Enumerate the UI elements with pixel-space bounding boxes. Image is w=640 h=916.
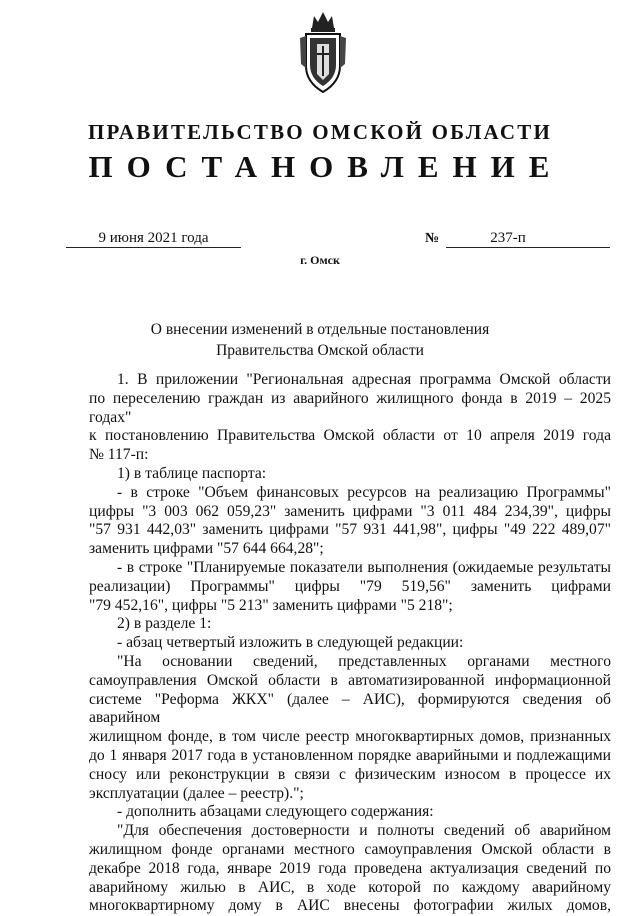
body-line: многоквартирному дому в АИС внесены фотографии жилых домов, bbox=[89, 897, 611, 915]
decree-number-label: № bbox=[425, 231, 440, 246]
body-line: самоуправления Омской области в автоматизированной информационной bbox=[89, 671, 611, 689]
body-line: эксплуатации (далее – реестр)."; bbox=[89, 784, 304, 802]
body-line: 1) в таблице паспорта: bbox=[117, 464, 267, 482]
body-line: аварийному жилью в АИС, в ходе которой по каждому аварийному bbox=[89, 878, 611, 896]
decree-date: 9 июня 2021 года bbox=[66, 229, 241, 248]
body-line: по переселению граждан из аварийного жилищного фонда в 2019 – 2025 годах" bbox=[89, 389, 611, 426]
subject-line: Правительства Омской области bbox=[216, 342, 424, 359]
body-line: 1. В приложении "Региональная адресная программа Омской области bbox=[117, 371, 611, 388]
body-line: - в строке "Объем финансовых ресурсов на реализацию Программы" bbox=[117, 483, 611, 501]
body-line: "Для обеспечения достоверности и полноты сведений об аварийном bbox=[117, 822, 611, 840]
body-line: реализации) Программы" цифры "79 519,56" заменить цифрами bbox=[89, 577, 611, 595]
body-line: до 1 января 2017 года в установленном порядке аварийными и подлежащими bbox=[89, 746, 611, 764]
body-line: жилищном фонде, в том числе реестр многоквартирных домов, признанных bbox=[89, 728, 611, 746]
body-line: цифры "3 003 062 059,23" заменить цифрами "3 011 484 234,39", цифры bbox=[89, 502, 611, 520]
omsk-region-coat-of-arms-icon bbox=[298, 8, 348, 96]
decree-city: г. Омск bbox=[300, 253, 340, 267]
body-line: - дополнить абзацами следующего содержания: bbox=[117, 803, 434, 821]
body-line: жилищном фонде органами местного самоуправления Омской области в bbox=[89, 840, 611, 858]
decree-subject bbox=[0, 319, 640, 361]
decree-type-title: ПОСТАНОВЛЕНИЕ bbox=[88, 149, 564, 184]
body-line: № 117-п: bbox=[89, 446, 149, 464]
body-line: "На основании сведений, представленных органами местного bbox=[117, 652, 611, 670]
body-line: системе "Реформа ЖКХ" (далее – АИС), формируются сведения об аварийном bbox=[89, 690, 611, 727]
body-line: 2) в разделе 1: bbox=[117, 615, 212, 633]
decree-number: 237-п bbox=[446, 229, 610, 248]
body-line: - абзац четвертый изложить в следующей редакции: bbox=[117, 634, 464, 652]
body-line: заменить цифрами "57 644 664,28"; bbox=[89, 540, 324, 558]
body-line: к постановлению Правительства Омской области от 10 апреля 2019 года bbox=[89, 427, 611, 445]
body-line: сносу или реконструкции в связи с физическим износом в процессе их bbox=[89, 765, 611, 783]
body-line: - в строке "Планируемые показатели выполнения (ожидаемые результаты bbox=[117, 558, 611, 576]
subject-line: О внесении изменений в отдельные постановления bbox=[150, 321, 490, 338]
government-title: ПРАВИТЕЛЬСТВО ОМСКОЙ ОБЛАСТИ bbox=[87, 120, 552, 144]
body-line: декабре 2018 года, январе 2019 года проведена актуализация сведений по bbox=[89, 859, 611, 877]
body-line: "57 931 442,03" заменить цифрами "57 931 441,98", цифры "49 222 489,07" bbox=[89, 521, 611, 539]
body-line: "79 452,16", цифры "5 213" заменить цифрами "5 218"; bbox=[89, 596, 453, 614]
decree-body bbox=[89, 371, 611, 916]
